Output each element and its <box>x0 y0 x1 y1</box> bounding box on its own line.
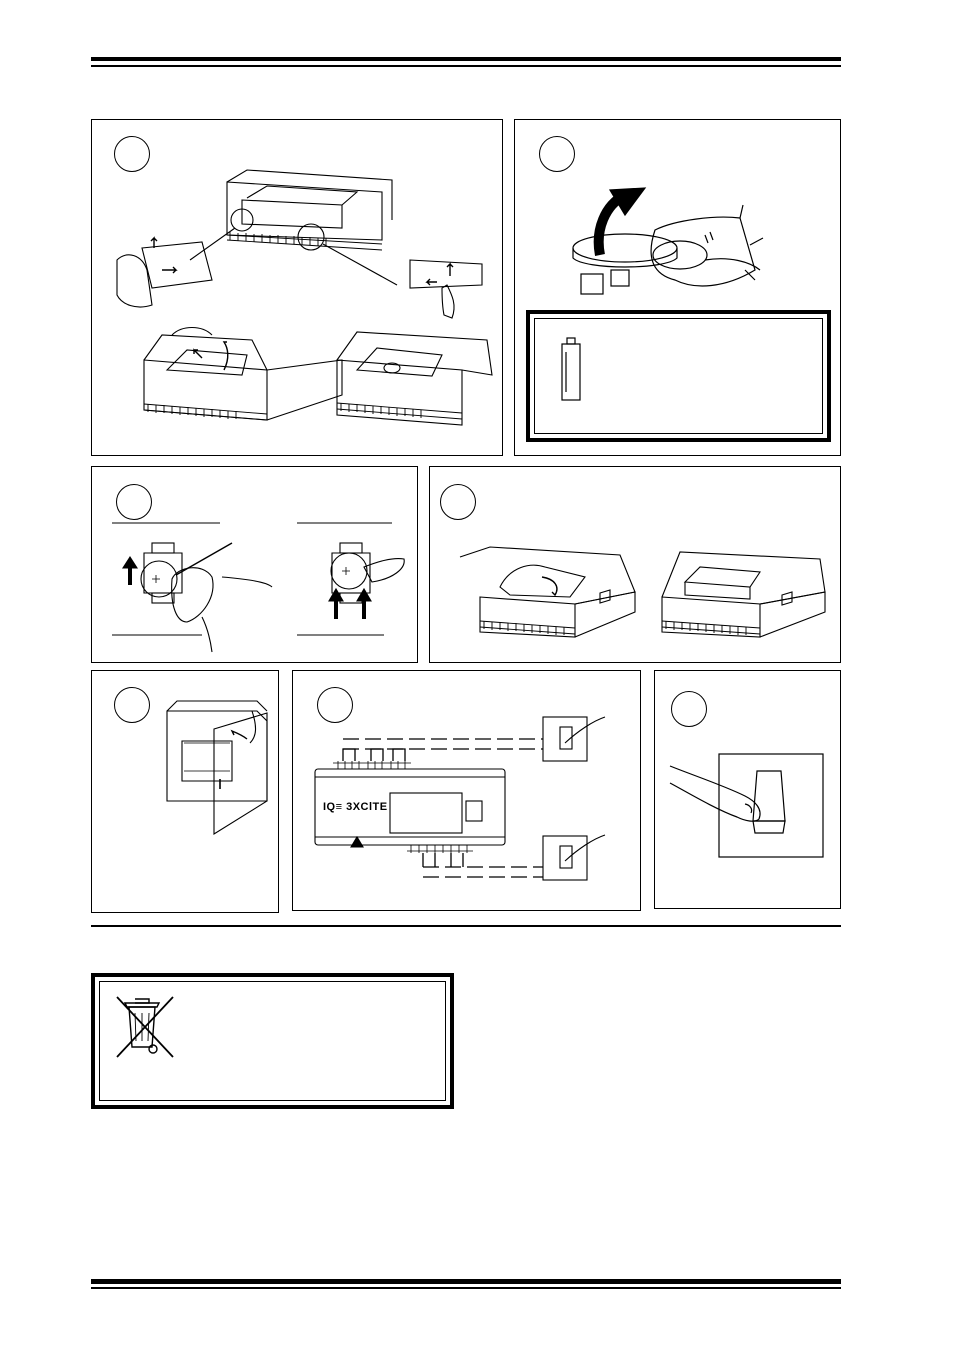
wiring-illustration <box>293 671 642 912</box>
panel-step-a <box>91 119 503 456</box>
panel-step-f <box>292 670 641 911</box>
panel-step-d <box>429 466 841 663</box>
replace-cover-illustration <box>430 467 842 664</box>
close-enclosure-illustration <box>92 671 280 914</box>
battery-icon <box>558 336 588 402</box>
panel-step-c <box>91 466 418 663</box>
section-divider <box>91 925 841 927</box>
footer-rule <box>91 1279 841 1284</box>
panel-step-g <box>654 670 841 909</box>
battery-note-box <box>526 310 831 442</box>
header-rule-thin <box>91 65 841 67</box>
insert-battery-illustration <box>92 467 419 664</box>
panel-step-e <box>91 670 279 913</box>
panel-step-b <box>514 119 841 456</box>
footer-rule-thin <box>91 1287 841 1289</box>
press-switch-illustration <box>655 671 842 910</box>
controller-logo: IQ≡ 3XClTE <box>323 801 388 813</box>
header-rule <box>91 57 841 61</box>
disposal-box <box>91 973 454 1109</box>
remove-cover-illustration <box>92 120 504 457</box>
crossed-out-wheelie-bin-icon <box>107 991 177 1061</box>
